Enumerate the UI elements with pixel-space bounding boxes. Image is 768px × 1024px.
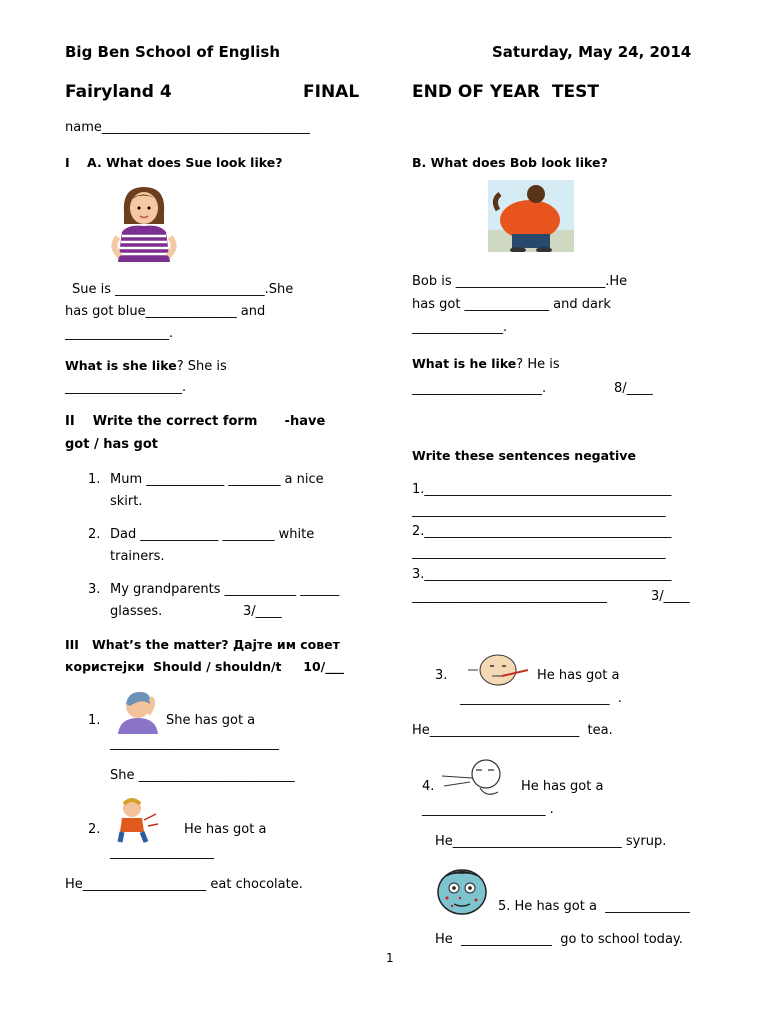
section2-item-1-line[interactable]: Mum ____________ ________ a nice bbox=[110, 472, 324, 487]
q2-num: 2. bbox=[88, 822, 101, 837]
q4-advice-line[interactable]: He__________________________ syrup. bbox=[435, 834, 667, 849]
negative-title: Write these sentences negative bbox=[412, 448, 636, 463]
school-name: Big Ben School of English bbox=[65, 43, 280, 61]
q4-num: 4. bbox=[422, 779, 435, 794]
q4-text: He has got a bbox=[521, 779, 604, 794]
sue-line-1[interactable]: Sue is _______________________.She bbox=[72, 282, 294, 297]
bob-line-1[interactable]: Bob is _______________________.He bbox=[412, 274, 628, 289]
negative-line-1b[interactable]: _______________________________________ bbox=[412, 503, 666, 518]
test-title: END OF YEAR TEST bbox=[412, 82, 599, 102]
q1-advice-line[interactable]: She ________________________ bbox=[110, 768, 295, 783]
course-title: Fairyland 4 bbox=[65, 82, 172, 102]
q3-advice-line[interactable]: He_______________________ tea. bbox=[412, 723, 613, 738]
section2-item-2-line[interactable]: Dad ____________ ________ white bbox=[110, 527, 315, 542]
section3-title-2: користејки Should / shouldn/t 10/___ bbox=[65, 659, 344, 674]
section2-item-3-num: 3. bbox=[88, 582, 101, 597]
q1-answer-line[interactable]: __________________________ bbox=[110, 736, 279, 751]
q3-text: He has got a bbox=[537, 668, 620, 683]
q2-advice-line[interactable]: He___________________ eat chocolate. bbox=[65, 877, 303, 892]
q2-text: He has got a bbox=[184, 822, 267, 837]
section2-item-2-cont: trainers. bbox=[110, 549, 165, 564]
sue-line-2[interactable]: has got blue______________ and bbox=[65, 304, 266, 319]
page-number: 1 bbox=[386, 951, 394, 965]
negative-line-3b[interactable]: ______________________________ bbox=[412, 589, 607, 604]
negative-line-2b[interactable]: _______________________________________ bbox=[412, 545, 666, 560]
section2-title-1: II Write the correct form -have bbox=[65, 414, 326, 429]
bob-illustration bbox=[488, 180, 574, 252]
section2-item-2-num: 2. bbox=[88, 527, 101, 542]
section1-b-title: B. What does Bob look like? bbox=[412, 155, 608, 170]
test-date: Saturday, May 24, 2014 bbox=[492, 43, 692, 61]
section3-title-1: III What’s the matter? Дајте им совет bbox=[65, 637, 340, 652]
q1-text: She has got a bbox=[166, 713, 256, 728]
bob-personality-question bbox=[412, 356, 560, 372]
stomachache-boy-icon bbox=[108, 796, 164, 844]
negative-line-3[interactable]: 3.______________________________________ bbox=[412, 567, 672, 582]
negative-line-1[interactable]: 1.______________________________________ bbox=[412, 482, 672, 497]
bob-personality-answer[interactable]: ____________________. bbox=[412, 381, 547, 396]
sue-illustration bbox=[108, 182, 180, 268]
q4-answer-line[interactable]: ___________________ . bbox=[422, 802, 554, 817]
negative-line-2[interactable]: 2.______________________________________ bbox=[412, 524, 672, 539]
q1-num: 1. bbox=[88, 713, 101, 728]
headache-woman-icon bbox=[110, 688, 166, 734]
bob-like-rest: ? He is bbox=[516, 357, 560, 372]
q5-advice-line[interactable]: He ______________ go to school today. bbox=[435, 932, 683, 947]
q3-answer-line[interactable]: _______________________ . bbox=[460, 691, 622, 706]
sue-like-rest: ? She is bbox=[176, 359, 227, 374]
bob-line-3[interactable]: ______________. bbox=[412, 320, 508, 335]
sue-personality-answer[interactable]: __________________. bbox=[65, 380, 187, 395]
final-label: FINAL bbox=[303, 82, 360, 102]
section2-item-1-cont: skirt. bbox=[110, 494, 143, 509]
sue-personality-question bbox=[65, 358, 227, 374]
q3-num: 3. bbox=[435, 668, 448, 683]
sue-line-3[interactable]: ________________. bbox=[65, 326, 174, 341]
section2-item-3-cont: glasses. bbox=[110, 604, 163, 619]
section1-score: 8/____ bbox=[614, 381, 653, 396]
section2-item-1-num: 1. bbox=[88, 472, 101, 487]
cough-man-icon bbox=[434, 752, 518, 798]
section2-item-3-line[interactable]: My grandparents ___________ ______ bbox=[110, 582, 340, 597]
sue-like-bold: What is she like bbox=[65, 358, 177, 373]
section2-title-2: got / has got bbox=[65, 437, 158, 452]
spots-face-icon bbox=[432, 864, 492, 916]
q5-text[interactable]: 5. He has got a _____________ bbox=[498, 899, 690, 914]
q2-answer-line[interactable]: ________________ bbox=[110, 845, 214, 860]
bob-like-bold: What is he like bbox=[412, 356, 517, 371]
name-field[interactable]: name________________________________ bbox=[65, 120, 310, 135]
negative-score: 3/____ bbox=[651, 589, 690, 604]
section2-score: 3/____ bbox=[243, 604, 282, 619]
fever-face-icon bbox=[462, 652, 534, 688]
section1-a-title: I A. What does Sue look like? bbox=[65, 155, 283, 170]
bob-line-2[interactable]: has got _____________ and dark bbox=[412, 297, 611, 312]
